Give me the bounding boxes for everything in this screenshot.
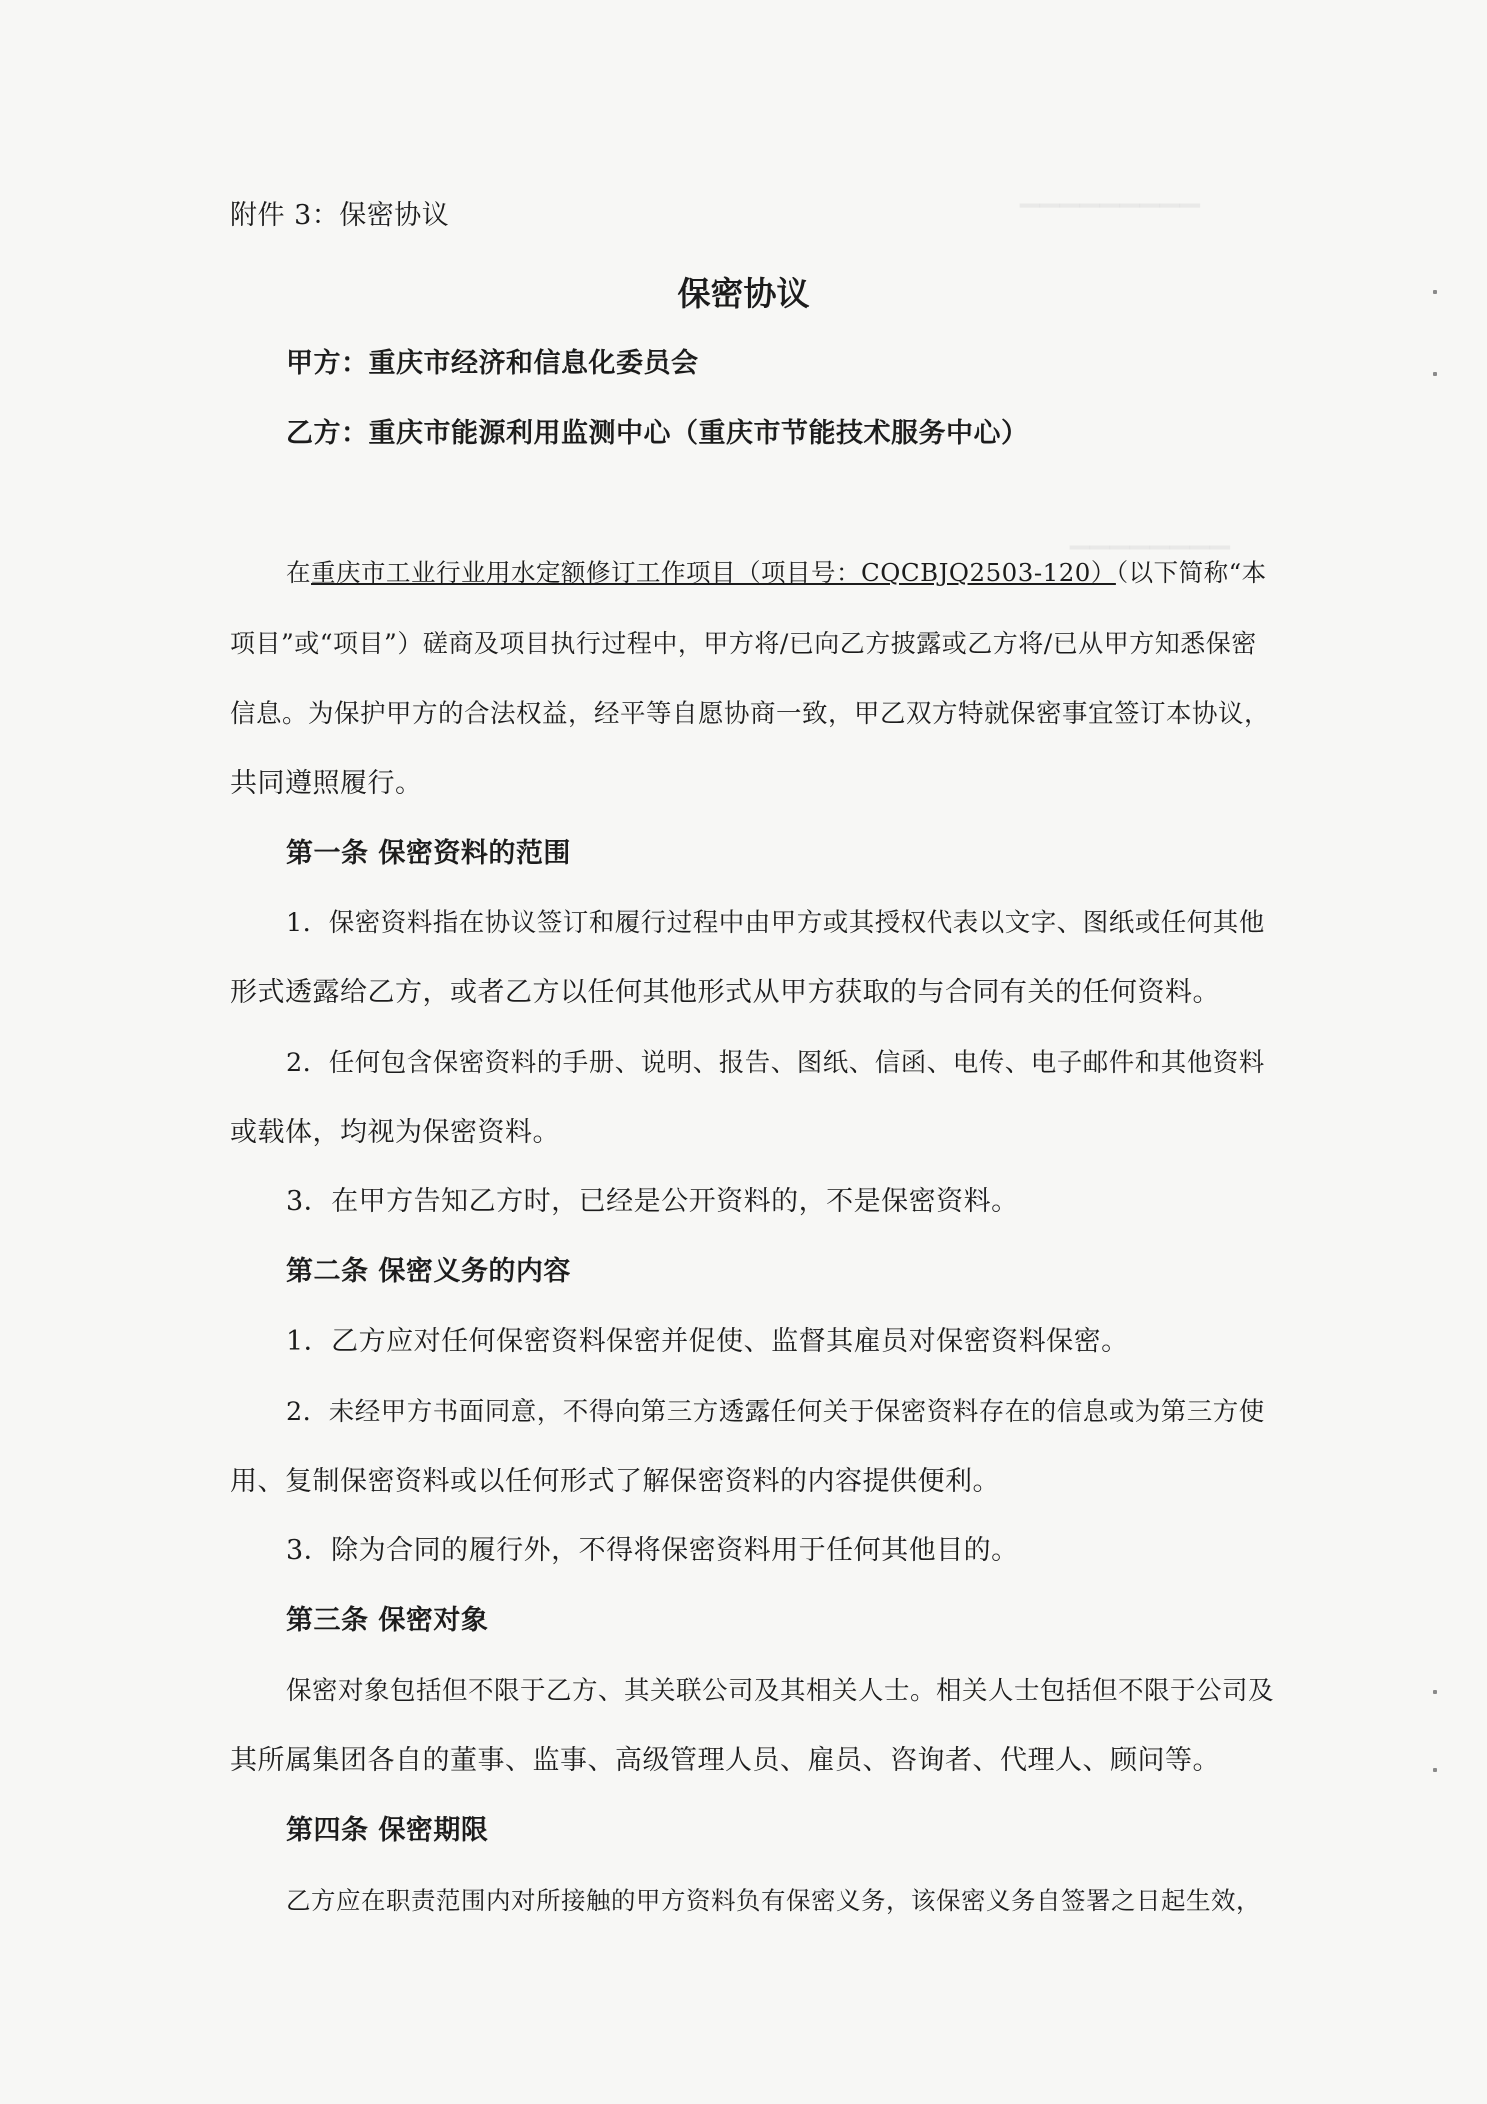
article-2-heading: 第二条 保密义务的内容 [286,1256,571,1287]
attachment-label: 附件 3：保密协议 [230,200,450,231]
article-1-item-1-line-1: 1．保密资料指在协议签订和履行过程中由甲方或其授权代表以文字、图纸或任何其他 [286,908,1265,938]
intro-prefix: 在 [286,558,311,587]
article-3-line-2: 其所属集团各自的董事、监事、高级管理人员、雇员、咨询者、代理人、顾问等。 [230,1745,1220,1776]
intro-line-1 [286,553,1276,593]
article-1-item-2-line-1: 2．任何包含保密资料的手册、说明、报告、图纸、信函、电传、电子邮件和其他资料 [286,1048,1265,1078]
intro-line-3: 信息。为保护甲方的合法权益，经平等自愿协商一致，甲乙双方特就保密事宜签订本协议， [230,699,1271,729]
article-2-item-2-line-2: 用、复制保密资料或以任何形式了解保密资料的内容提供便利。 [230,1466,1000,1497]
intro-line1-tail: （以下简称“本 [1115,558,1267,587]
scan-speck [1433,1768,1437,1772]
party-a: 甲方：重庆市经济和信息化委员会 [286,348,699,379]
article-4-line-1: 乙方应在职责范围内对所接触的甲方资料负有保密义务，该保密义务自签署之日起生效， [286,1886,1261,1915]
article-1-heading: 第一条 保密资料的范围 [286,838,571,869]
article-3-line-1: 保密对象包括但不限于乙方、其关联公司及其相关人士。相关人士包括但不限于公司及 [286,1676,1275,1706]
article-1-item-3: 3．在甲方告知乙方时，已经是公开资料的，不是保密资料。 [286,1186,1019,1217]
scan-speck [1433,372,1437,376]
article-2-item-3: 3．除为合同的履行外，不得将保密资料用于任何其他目的。 [286,1535,1019,1566]
article-2-item-2-line-1: 2．未经甲方书面同意，不得向第三方透露任何关于保密资料存在的信息或为第三方使 [286,1397,1265,1427]
bleed-through-mark: ▁▁▁▁▁▁▁▁ [1070,520,1230,550]
article-2-item-1: 1．乙方应对任何保密资料保密并促使、监督其雇员对保密资料保密。 [286,1326,1129,1357]
intro-line-2: 项目”或“项目”）磋商及项目执行过程中，甲方将/已向乙方披露或乙方将/已从甲方知悉保密 [230,629,1257,658]
article-1-item-2-line-2: 或载体，均视为保密资料。 [230,1117,560,1148]
document-title: 保密协议 [677,274,810,313]
bleed-through-mark: ▔▔▔▔▔▔▔▔▔ [1020,205,1200,235]
project-name: 重庆市工业行业用水定额修订工作项目（项目号：CQCBJQ2503-120） [311,558,1116,587]
article-1-item-1-line-2: 形式透露给乙方，或者乙方以任何其他形式从甲方获取的与合同有关的任何资料。 [230,977,1220,1008]
intro-line-4: 共同遵照履行。 [230,768,423,799]
party-b: 乙方：重庆市能源利用监测中心（重庆市节能技术服务中心） [286,418,1029,449]
article-4-heading: 第四条 保密期限 [286,1815,489,1846]
article-3-heading: 第三条 保密对象 [286,1605,489,1636]
scan-speck [1433,1690,1437,1694]
